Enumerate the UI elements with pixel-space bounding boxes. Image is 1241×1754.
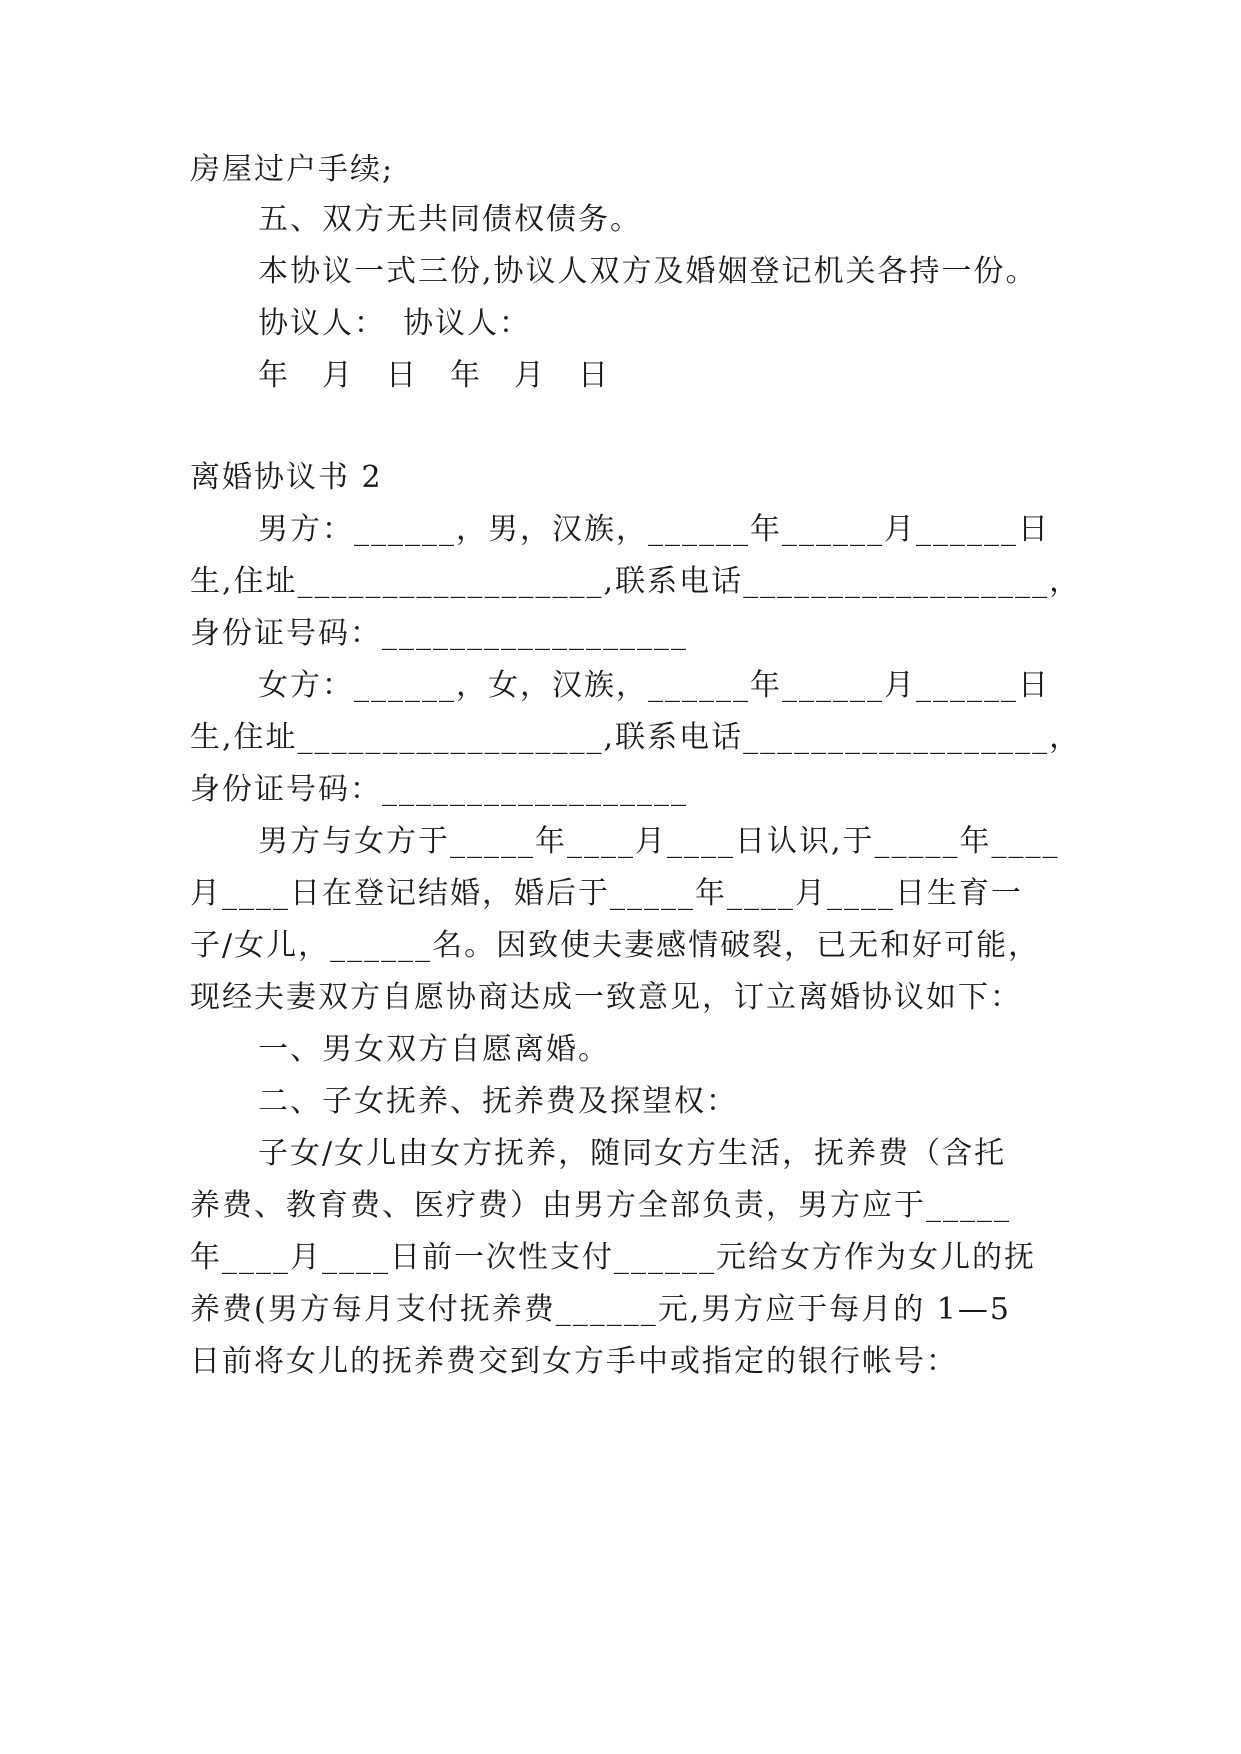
text-line: 现经夫妻双方自愿协商达成一致意见，订立离婚协议如下： bbox=[190, 980, 1022, 1015]
text-line: 身份证号码：__________________ bbox=[190, 772, 688, 807]
text-line: 生,住址__________________,联系电话__________________， bbox=[190, 564, 1082, 599]
text-line: 年 月 日 年 月 日 bbox=[258, 358, 610, 393]
text-line: 养费、教育费、医疗费）由男方全部负责，男方应于_____ bbox=[190, 1188, 1011, 1223]
text-line: 一、男女双方自愿离婚。 bbox=[258, 1032, 610, 1067]
text-line: 协议人： 协议人： bbox=[258, 306, 531, 341]
text-line: 年____月____日前一次性支付______元给女方作为女儿的抚 bbox=[190, 1240, 1036, 1275]
text-line: 本协议一式三份,协议人双方及婚姻登记机关各持一份。 bbox=[258, 254, 1038, 289]
text-line: 子女/女儿由女方抚养，随同女方生活，抚养费（含托 bbox=[258, 1136, 1007, 1171]
text-line: 养费(男方每月支付抚养费______元,男方应于每月的 1—5 bbox=[190, 1292, 1011, 1327]
text-line: 男方：______，男，汉族，______年______月______日 bbox=[258, 512, 1050, 547]
section-title: 离婚协议书 2 bbox=[190, 460, 383, 495]
text-line: 五、双方无共同债权债务。 bbox=[258, 202, 642, 237]
text-line: 男方与女方于_____年____月____日认识,于_____年____ bbox=[258, 824, 1060, 859]
text-line: 身份证号码：__________________ bbox=[190, 616, 688, 651]
text-line: 生,住址__________________,联系电话__________________， bbox=[190, 720, 1082, 755]
text-line: 女方：______，女，汉族，______年______月______日 bbox=[258, 668, 1050, 703]
text-line: 月____日在登记结婚，婚后于_____年____月____日生育一 bbox=[190, 876, 1023, 911]
text-line: 房屋过户手续; bbox=[190, 152, 395, 187]
text-line: 二、子女抚养、抚养费及探望权： bbox=[258, 1084, 738, 1119]
text-line: 日前将女儿的抚养费交到女方手中或指定的银行帐号： bbox=[190, 1344, 958, 1379]
text-line: 子/女儿，______名。因致使夫妻感情破裂，已无和好可能， bbox=[190, 928, 1041, 963]
